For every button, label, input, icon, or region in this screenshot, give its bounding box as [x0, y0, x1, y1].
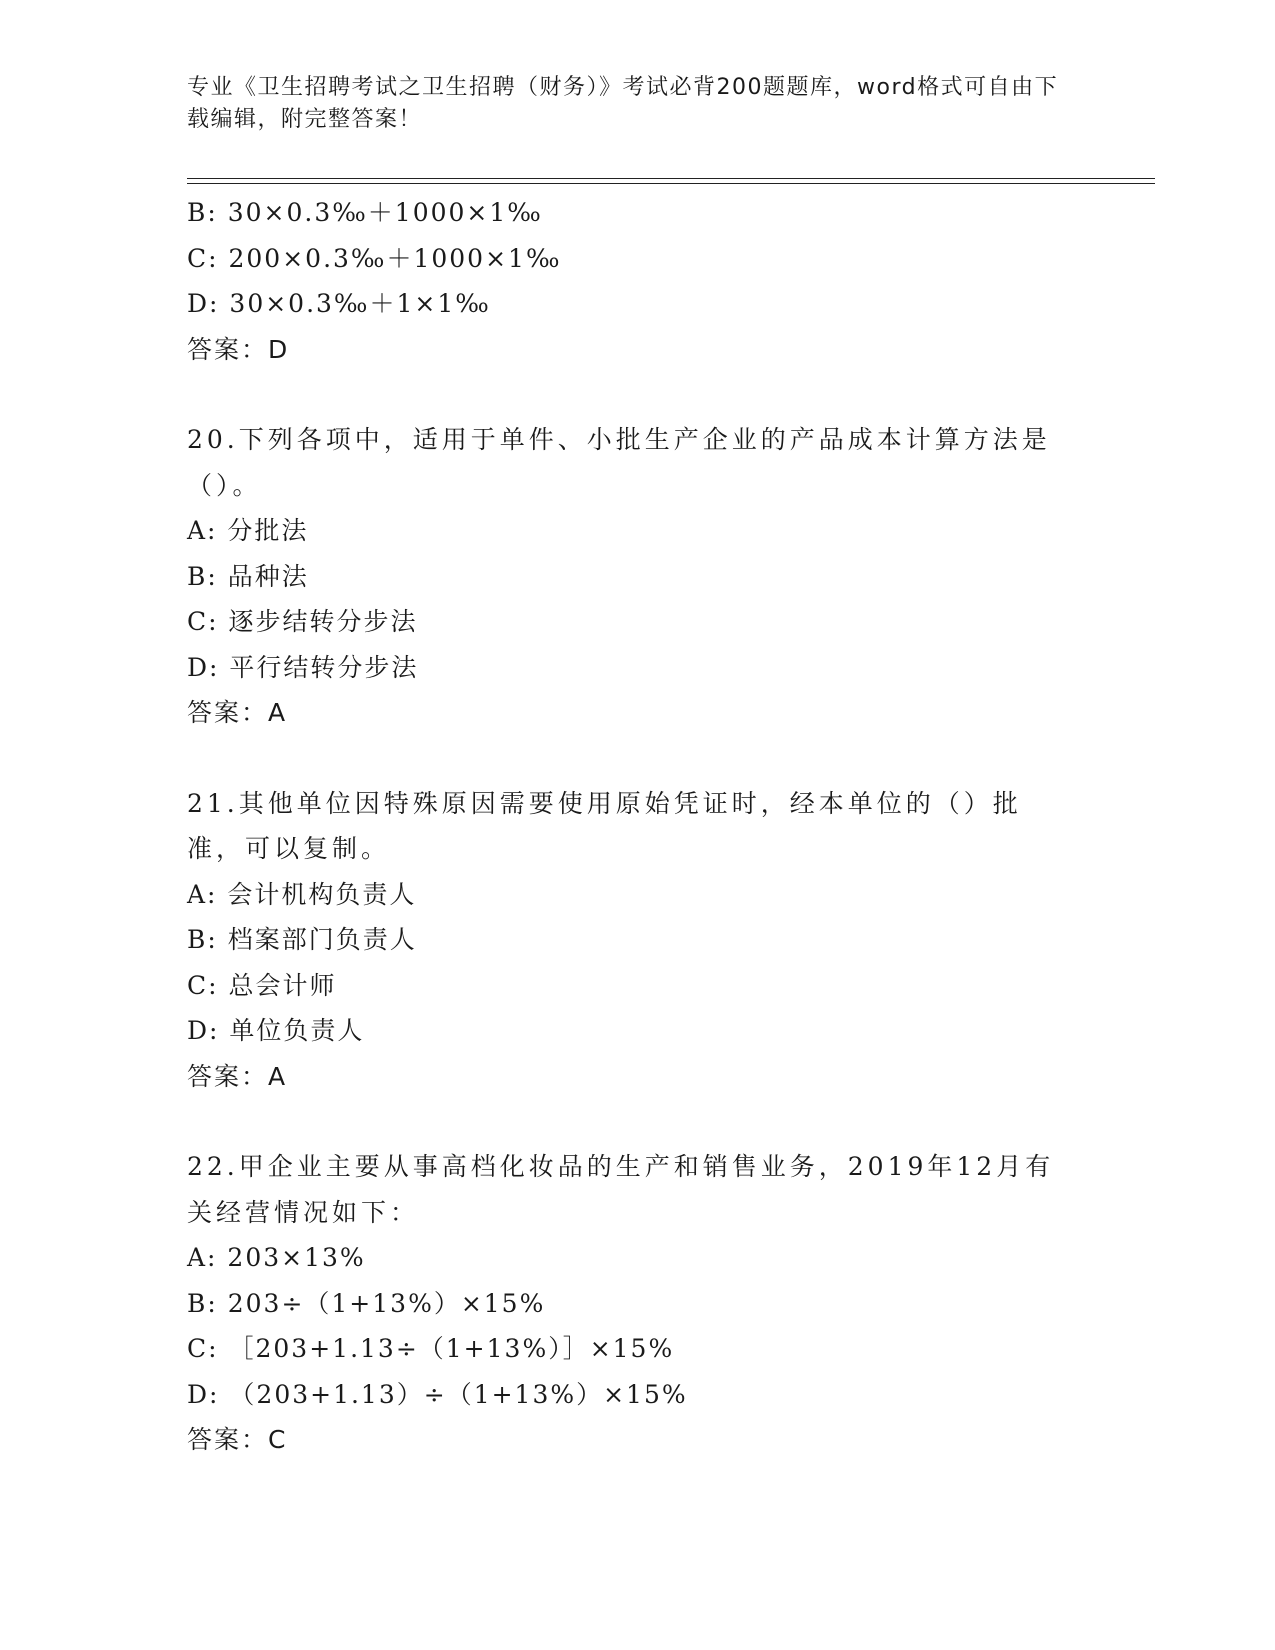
header-rule-top: [187, 178, 1155, 179]
question-text: 20.下列各项中，适用于单件、小批生产企业的产品成本计算方法是（）。: [187, 425, 1051, 500]
option-c: C: 逐步结转分步法: [187, 607, 418, 636]
header-rule-bottom: [187, 183, 1155, 184]
option-b: B: 品种法: [187, 561, 309, 591]
question-20: [187, 417, 1087, 736]
option-c: C: ［203+1.13÷（1+13%）］×15%: [187, 1334, 675, 1363]
document-header: 专业《卫生招聘考试之卫生招聘（财务）》考试必背200题题库，word格式可自由下载编辑，附完整答案！: [187, 75, 1059, 132]
spacer: [187, 1099, 1087, 1144]
question-text: 22.甲企业主要从事高档化妆品的生产和销售业务，2019年12月有关经营情况如下：: [187, 1152, 1055, 1227]
spacer: [187, 372, 1087, 417]
option-c: C: 200×0.3‰＋1000×1‰: [187, 243, 562, 273]
option-b: B: 30×0.3‰＋1000×1‰: [187, 198, 543, 227]
option-c: C: 总会计师: [187, 970, 337, 1000]
answer-line: 答案：D: [187, 334, 290, 364]
question-21: [187, 781, 1087, 1100]
option-d: D: 30×0.3‰＋1×1‰: [187, 289, 491, 318]
spacer: [187, 736, 1087, 781]
option-b: B: 203÷（1+13%）×15%: [187, 1288, 546, 1318]
option-d: D: 平行结转分步法: [187, 652, 419, 682]
option-a: A: 分批法: [187, 516, 309, 545]
option-b: B: 档案部门负责人: [187, 925, 417, 954]
option-a: A: 会计机构负责人: [187, 879, 417, 909]
question-list: [187, 190, 1087, 1463]
question-22: [187, 1144, 1087, 1463]
option-d: D: （203+1.13）÷（1+13%）×15%: [187, 1379, 688, 1409]
option-a: A: 203×13%: [187, 1243, 366, 1272]
answer-line: 答案：C: [187, 1425, 288, 1454]
answer-line: 答案：A: [187, 1061, 288, 1091]
option-d: D: 单位负责人: [187, 1016, 365, 1045]
question-19-tail: [187, 190, 1087, 372]
question-text: 21.其他单位因特殊原因需要使用原始凭证时，经本单位的（）批准，可以复制。: [187, 788, 1022, 863]
answer-line: 答案：A: [187, 698, 288, 727]
